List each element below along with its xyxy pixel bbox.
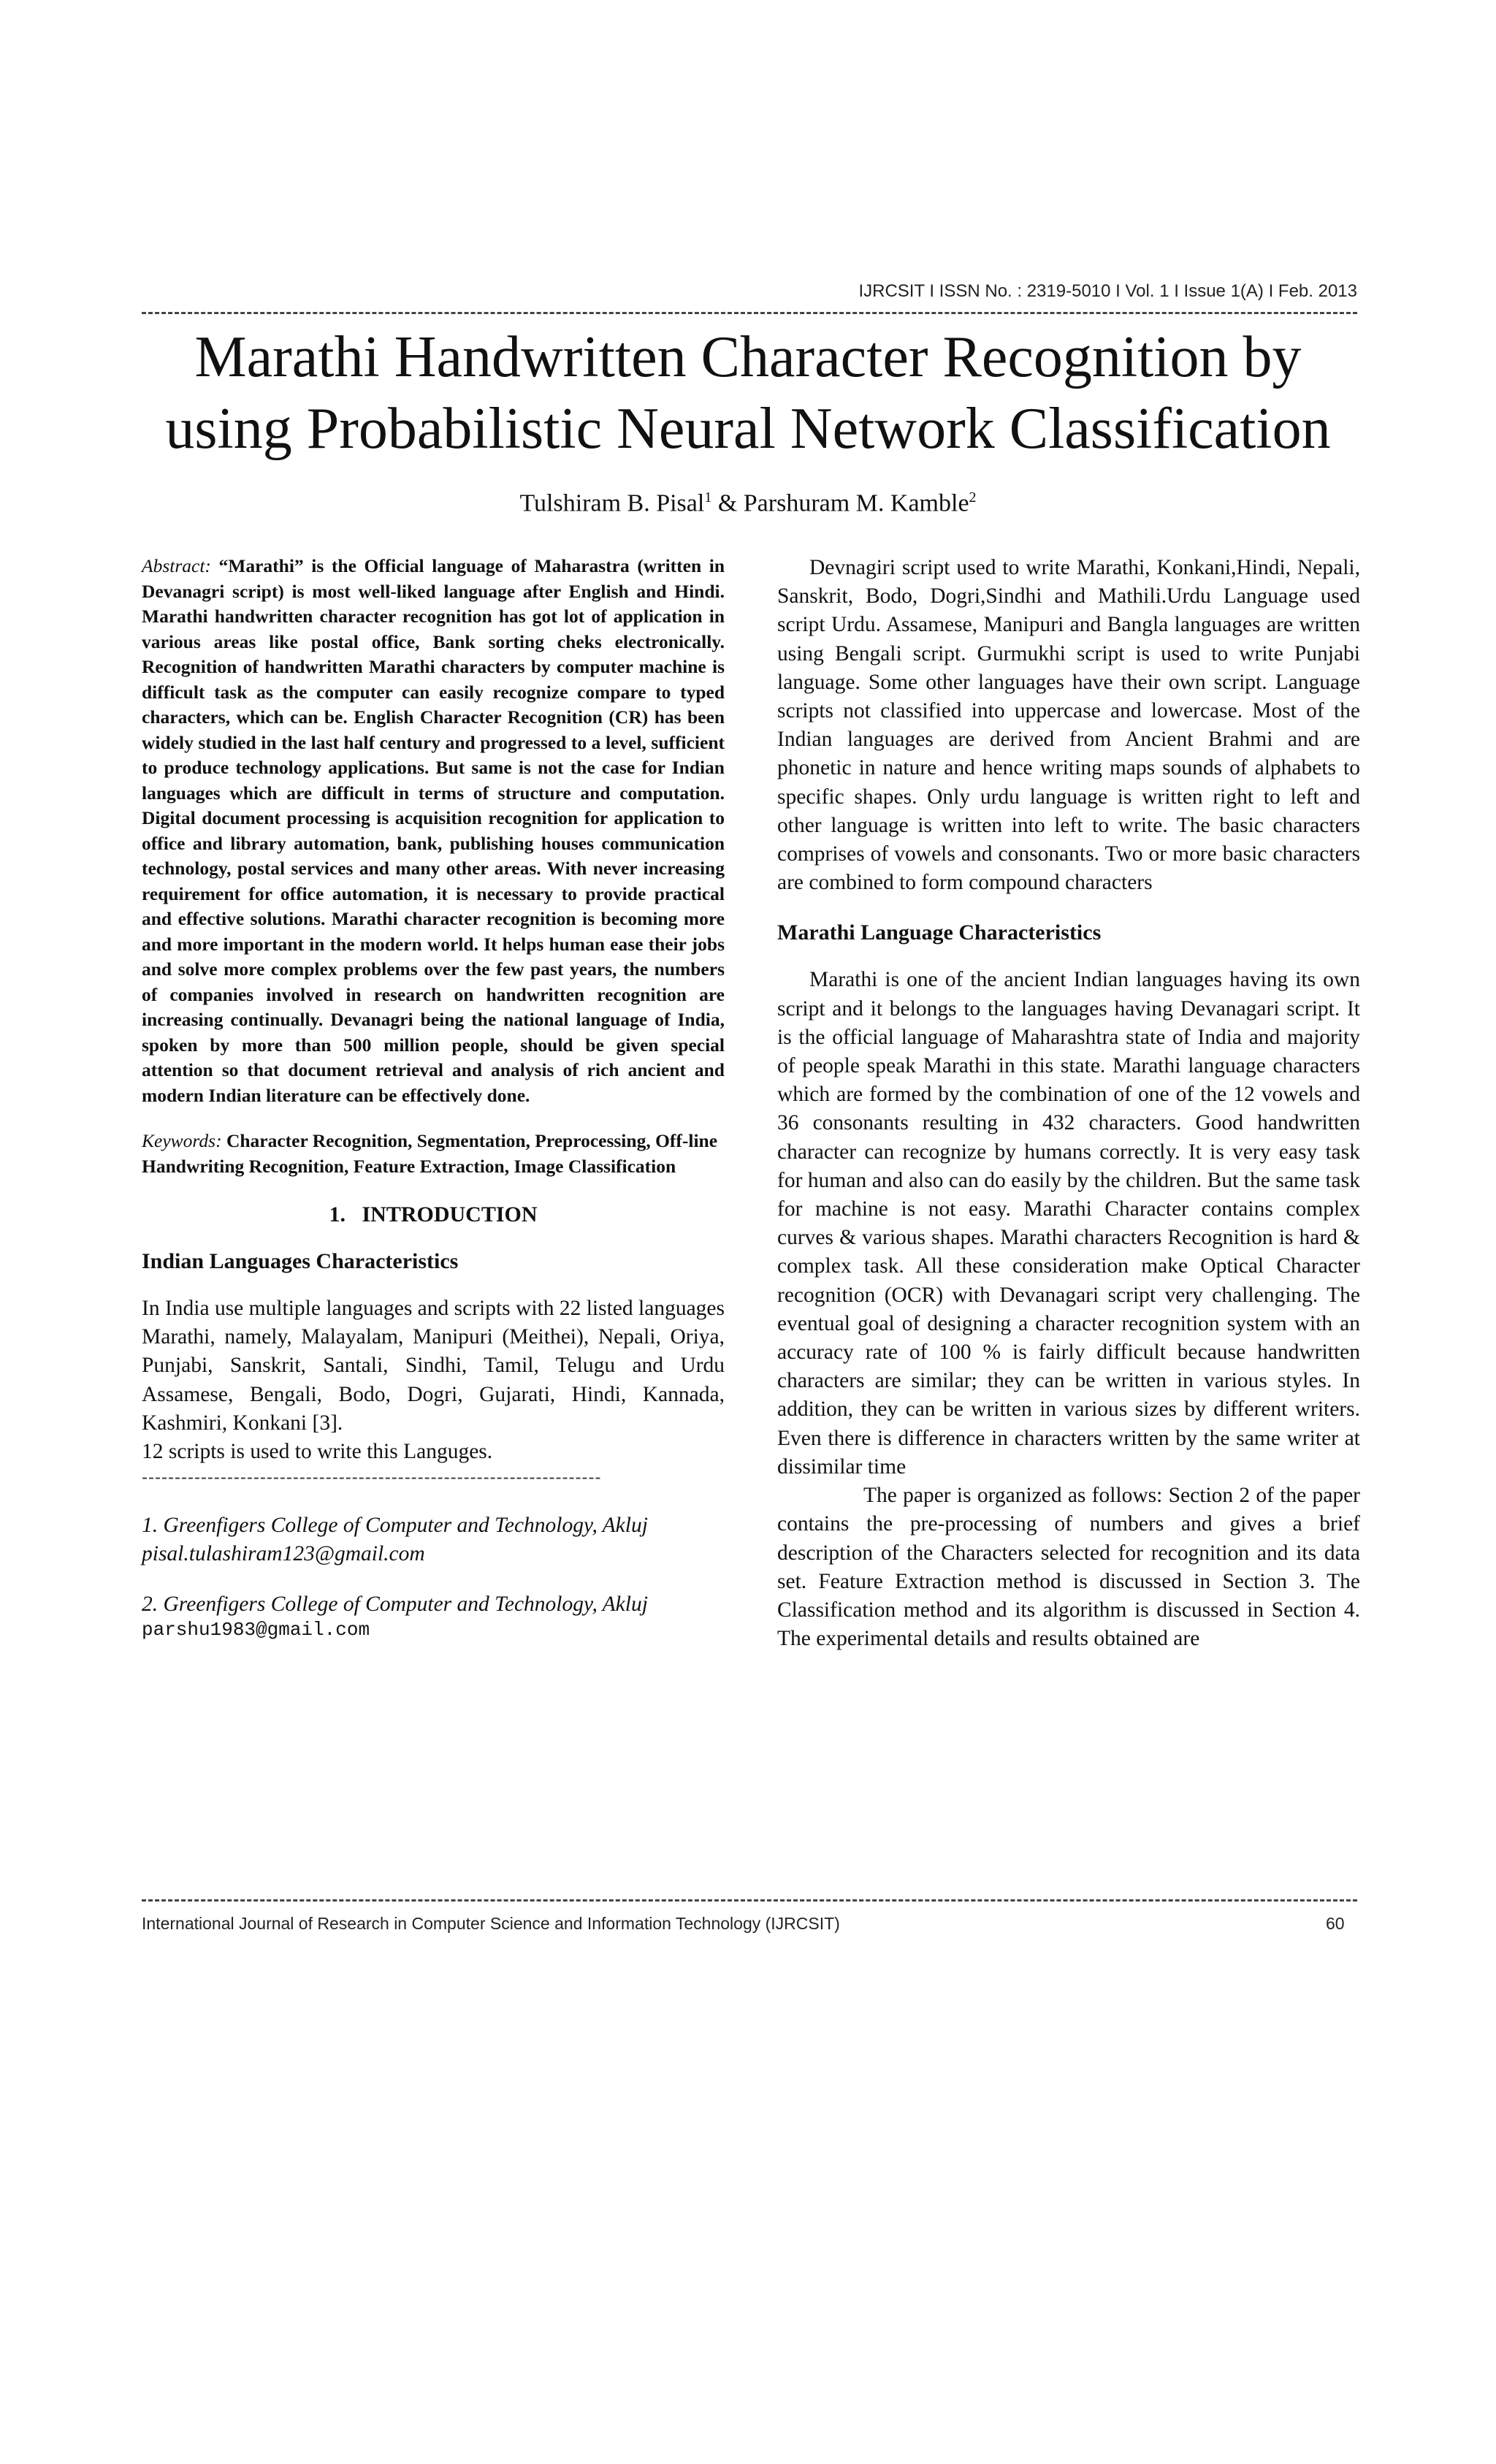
left-column <box>142 554 725 1641</box>
section-heading-introduction: 1. INTRODUCTION <box>329 1202 538 1227</box>
header-divider <box>142 312 1357 314</box>
subheading-marathi-characteristics: Marathi Language Characteristics <box>777 920 1102 945</box>
journal-header: IJRCSIT I ISSN No. : 2319-5010 I Vol. 1 I Issue 1(A) I Feb. 2013 <box>858 281 1357 301</box>
organization-paragraph: The paper is organized as follows: Section 2 of the paper contains the pre-processing of numbers and gives a brief description of the Characters selected for recognition and its data set. Feature Extraction method is discussed in Section 3. The Classification method and its algorithm is discussed in Section 4. The experimental details and results obtained are <box>777 1484 1360 1651</box>
right-column <box>777 554 1360 1653</box>
page-number: 60 <box>1326 1914 1345 1933</box>
intro-paragraph-1: In India use multiple languages and scripts with 22 listed languages Marathi, namely, Malayalam, Manipuri (Meithei), Nepali, Oriya, Punjabi, Sanskrit, Santali, Sindhi, Tamil, Telugu and Urdu Assamese, Bengali, Bodo, Dogri, Gujarati, Hindi, Kannada, Kashmiri, Konkani [3]. <box>142 1297 725 1435</box>
affiliation-1: 1. Greenfigers College of Computer and Technology, Akluj <box>142 1514 648 1538</box>
intro-paragraph-2: 12 scripts is used to write this Languges. <box>142 1440 493 1464</box>
paper-title <box>110 321 1386 465</box>
email-2: parshu1983@gmail.com <box>142 1619 370 1641</box>
author-list <box>0 489 1496 517</box>
author-2: Parshuram M. Kamble <box>743 489 969 517</box>
author-1: Tulshiram B. Pisal <box>519 489 705 517</box>
footer-divider <box>142 1899 1357 1902</box>
footnote-divider: ---------------------------------------------------------------------- <box>142 1468 602 1488</box>
author-1-sup: 1 <box>704 489 712 506</box>
scripts-paragraph: Devnagiri script used to write Marathi, Konkani,Hindi, Nepali, Sanskrit, Bodo, Dogri,Sindhi and Mathili.Urdu Language used script Urdu. Assamese, Manipuri and Bangla languages are written using Bengali script. Gurmukhi script is used to write Punjabi language. Some other languages have their own script. Language scripts not classified into uppercase and lowercase. Most of the Indian languages are derived from Ancient Brahmi and are phonetic in nature and hence writing maps sounds of alphabets to specific shapes. Only urdu language is written right to left and other language is written into left to write. The basic characters comprises of vowels and consonants. Two or more basic characters are combined to form compound characters <box>777 556 1360 895</box>
abstract-colon: : <box>205 555 219 576</box>
title-line-1: Marathi Handwritten Character Recognition by <box>194 325 1302 389</box>
keywords-colon: : <box>215 1130 226 1151</box>
author-2-sup: 2 <box>969 489 977 506</box>
email-1: pisal.tulashiram123@gmail.com <box>142 1542 425 1566</box>
title-line-2: using Probabilistic Neural Network Classification <box>165 397 1331 461</box>
abstract-label: Abstract <box>142 555 205 576</box>
affiliation-2: 2. Greenfigers College of Computer and Technology, Akluj <box>142 1593 648 1617</box>
keywords-text: Character Recognition, Segmentation, Preprocessing, Off-line Handwriting Recognition, Feature Extraction, Image Classification <box>142 1130 718 1177</box>
subheading-indian-languages: Indian Languages Characteristics <box>142 1249 459 1273</box>
abstract-text: “Marathi” is the Official language of Maharastra (written in Devanagri script) is most well-liked language after English and Hindi. Marathi handwritten character recognition has got lot of application in various areas like postal office, Bank sorting cheks electronically. Recognition of handwritten Marathi characters by computer machine is difficult task as the computer can easily recognize compare to typed characters, which can be. English Character Recognition (CR) has been widely studied in the last half century and progressed to a level, sufficient to produce technology applications. But same is not the case for Indian languages which are difficult in terms of structure and computation. Digital document processing is acquisition recognition for application to office and library automation, bank, publishing houses communication technology, postal services and many other areas. With never increasing requirement for office automation, it is necessary to provide practical and effective solutions. Marathi character recognition is becoming more and more important in the modern world. It helps human ease their jobs and solve more complex problems over the few past years, the numbers of companies involved in research on handwritten recognition are increasing continually. Devanagri being the national language of India, spoken by more than 500 million people, should be given special attention so that document retrieval and analysis of rich ancient and modern Indian literature can be effectively done. <box>142 555 725 1106</box>
abstract <box>142 554 725 1108</box>
footer-journal-name: International Journal of Research in Computer Science and Information Technology (IJRCSIT) <box>142 1914 840 1933</box>
keywords-label: Keywords <box>142 1130 216 1151</box>
author-separator: & <box>711 489 744 517</box>
keywords <box>142 1129 725 1179</box>
marathi-paragraph: Marathi is one of the ancient Indian languages having its own script and it belongs to the languages having Devanagari script. It is the official language of Maharashtra state of India and majority of people speak Marathi in this state. Marathi language characters which are formed by the combination of one of the 12 vowels and 36 consonants resulting in 432 characters. Good handwritten character can recognize by humans correctly. It is very easy task for human and also can do easily by the children. But the same task for machine is not easy. Marathi Character contains complex curves & various shapes. Marathi characters Recognition is hard & complex task. All these consideration make Optical Character recognition (OCR) with Devanagari script very challenging. The eventual goal of designing a character recognition system with an accuracy rate of 100 % is fairly difficult because handwritten characters are similar; they can be written in various styles. In addition, they can be written in various sizes by different writers. Even there is difference in characters written by the same writer at dissimilar time <box>777 968 1360 1479</box>
